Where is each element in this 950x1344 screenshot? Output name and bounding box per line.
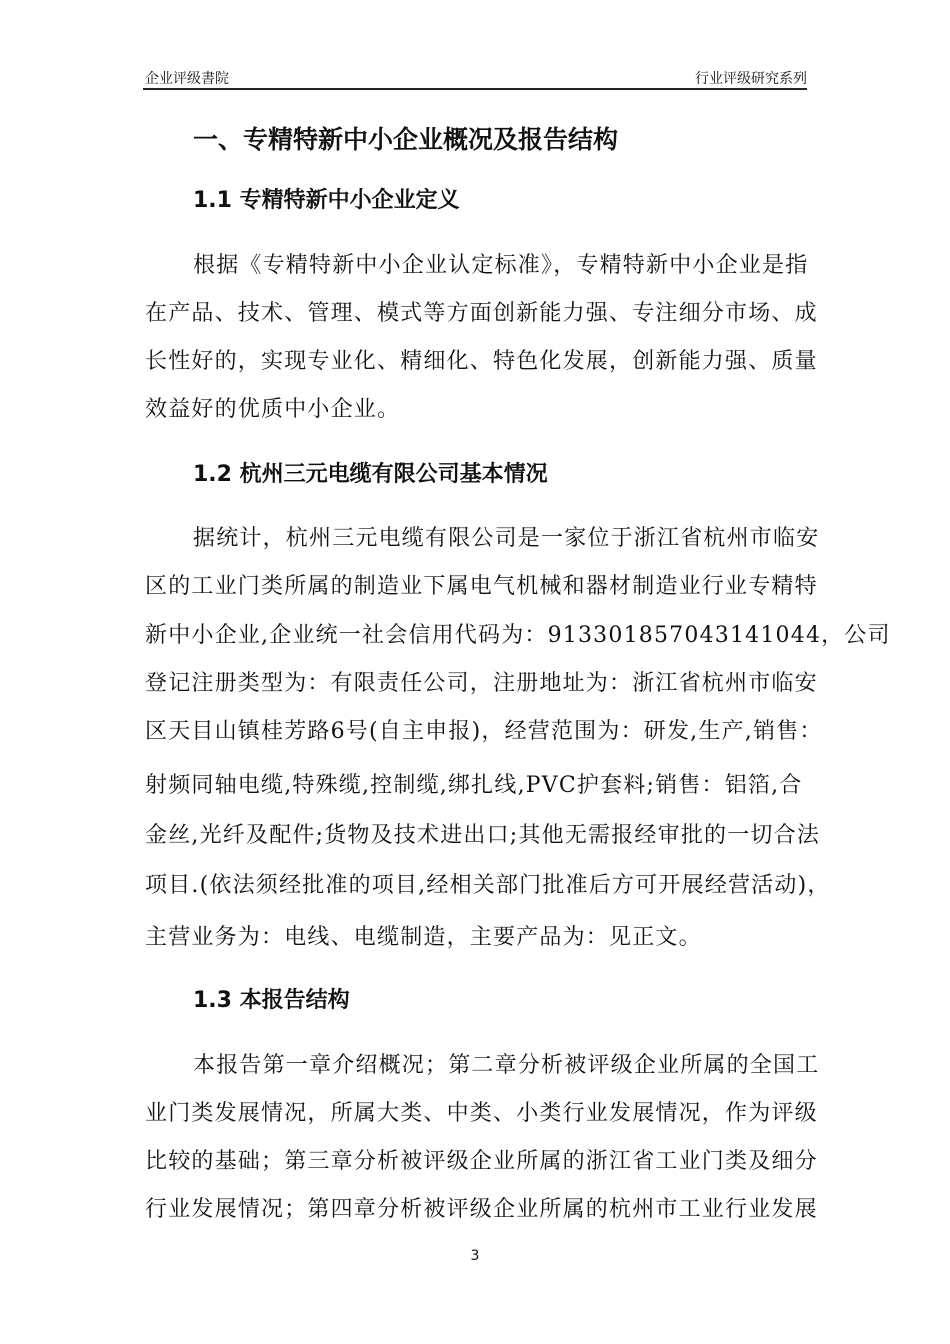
paragraph-line: 射频同轴电缆,特殊缆,控制缆,绑扎线,PVC护套料;销售：铝箔,合 [145, 773, 803, 798]
paragraph-line: 本报告第一章介绍概况；第二章分析被评级企业所属的全国工 [193, 1053, 820, 1078]
paragraph-line: 主营业务为：电线、电缆制造，主要产品为：见正文。 [145, 925, 702, 950]
paragraph-line: 区的工业门类所属的制造业下属电气机械和器材制造业行业专精特 [145, 574, 818, 599]
paragraph-line: 登记注册类型为：有限责任公司，注册地址为：浙江省杭州市临安 [145, 671, 818, 696]
paragraph-line: 区天目山镇桂芳路6号(自主申报)，经营范围为：研发,生产,销售： [145, 719, 823, 744]
chapter-title: 一、专精特新中小企业概况及报告结构 [193, 125, 619, 154]
section-heading-1-1: 1.1 专精特新中小企业定义 [193, 188, 460, 213]
paragraph-line: 新中小企业,企业统一社会信用代码为：913301857043141044，公司 [145, 623, 891, 648]
header-rule [143, 88, 807, 90]
paragraph-line: 业门类发展情况，所属大类、中类、小类行业发展情况，作为评级 [145, 1101, 818, 1126]
paragraph-line: 行业发展情况；第四章分析被评级企业所属的杭州市工业行业发展 [145, 1197, 818, 1222]
paragraph-line: 根据《专精特新中小企业认定标准》，专精特新中小企业是指 [193, 253, 809, 278]
paragraph-line: 金丝,光纤及配件;货物及技术进出口;其他无需报经审批的一切合法 [145, 823, 821, 848]
paragraph-line: 在产品、技术、管理、模式等方面创新能力强、专注细分市场、成 [145, 301, 818, 326]
section-heading-1-2: 1.2 杭州三元电缆有限公司基本情况 [193, 462, 548, 487]
paragraph-line: 比较的基础；第三章分析被评级企业所属的浙江省工业门类及细分 [145, 1149, 818, 1174]
header-right: 行业评级研究系列 [695, 71, 807, 87]
paragraph-line: 效益好的优质中小企业。 [145, 397, 401, 422]
paragraph-line: 项目.(依法须经批准的项目,经相关部门批准后方可开展经营活动)， [145, 873, 831, 898]
section-heading-1-3: 1.3 本报告结构 [193, 988, 350, 1013]
page-number: 3 [470, 1248, 480, 1264]
paragraph-line: 长性好的，实现专业化、精细化、特色化发展，创新能力强、质量 [145, 349, 818, 374]
paragraph-line: 据统计，杭州三元电缆有限公司是一家位于浙江省杭州市临安 [193, 526, 820, 551]
header-left: 企业评级書院 [145, 71, 229, 87]
